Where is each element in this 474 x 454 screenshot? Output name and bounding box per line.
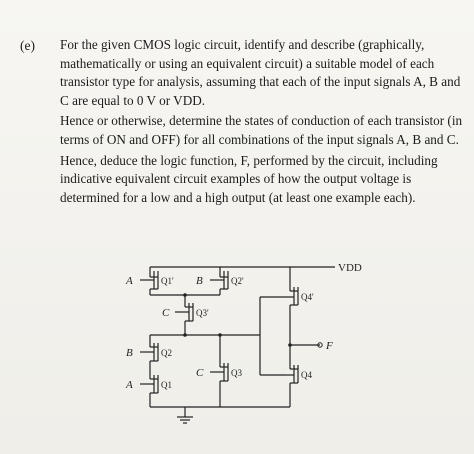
question-paragraph-3: Hence, deduce the logic function, F, performed by the circuit, including indicative equivalent circuit examples of how the output voltage is determined for a low and a high output (at least one example each). [60, 152, 438, 205]
output-f-label: F [326, 340, 333, 352]
transistor-q2: Q2 [161, 348, 172, 358]
question-label: (e) [20, 38, 35, 53]
input-a-low: A [126, 379, 133, 391]
question-paragraph-2: Hence or otherwise, determine the states of conduction of each transistor (in terms of ON and OFF) for all combinations of the input signals A, B and C. [60, 113, 463, 147]
vdd-label: VDD [338, 262, 362, 274]
input-c-low: C [196, 367, 204, 379]
question-text [60, 36, 464, 209]
transistor-q3: Q3 [231, 368, 242, 378]
transistor-q2p: Q2' [231, 276, 244, 286]
transistor-q1: Q1 [161, 380, 172, 390]
input-b-low: B [126, 347, 133, 359]
transistor-q4p: Q4' [301, 292, 314, 302]
cmos-circuit-diagram [110, 255, 380, 435]
input-b-top: B [196, 275, 203, 287]
input-c-mid: C [162, 307, 170, 319]
transistor-q1p: Q1' [161, 276, 174, 286]
input-a-top: A [126, 275, 133, 287]
transistor-q3p: Q3' [196, 308, 209, 318]
transistor-q4: Q4 [301, 370, 312, 380]
question-paragraph-1: For the given CMOS logic circuit, identify and describe (graphically, mathematically or using an equivalent circuit) a suitable model of each transistor type for analysis, assuming that each of the input signals A, B and C are equal to 0 V or VDD. [60, 37, 461, 108]
